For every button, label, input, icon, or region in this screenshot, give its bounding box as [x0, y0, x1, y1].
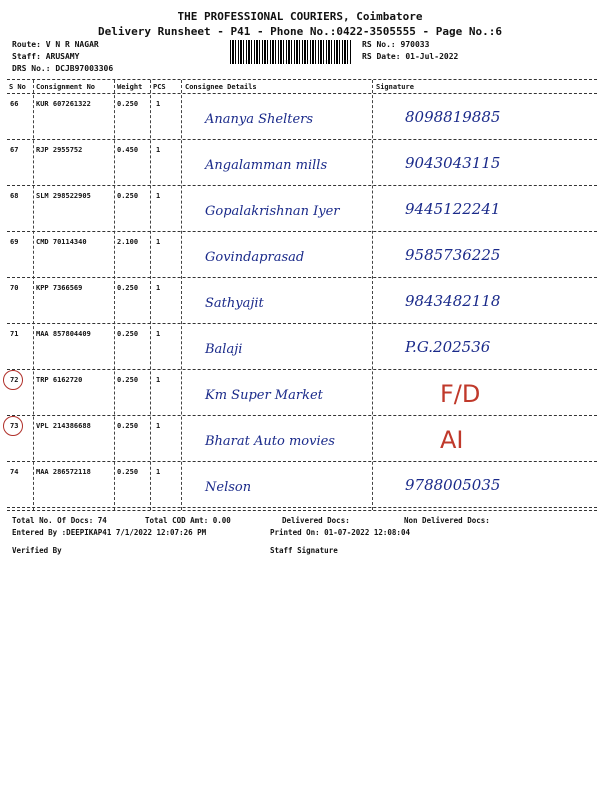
weight-cell: 0.250 [117, 330, 139, 338]
consignee-name: Govindaprasad [205, 250, 305, 265]
row-rule [7, 415, 597, 416]
col-divider [150, 80, 151, 510]
signature-mark: 9043043115 [405, 154, 501, 172]
circle-mark [3, 370, 23, 390]
staff-signature: Staff Signature [270, 546, 338, 555]
sno-cell: 72 [10, 376, 19, 384]
drs-number: DRS No.: DCJB97003306 [12, 64, 114, 73]
sno-cell: 71 [10, 330, 19, 338]
sno-cell: 70 [10, 284, 19, 292]
entered-by: Entered By :DEEPIKAP41 7/1/2022 12:07:26 PM [12, 528, 207, 537]
consignment-cell: KPP 7366569 [36, 284, 83, 292]
consignment-cell: RJP 2955752 [36, 146, 83, 154]
weight-cell: 0.250 [117, 422, 139, 430]
runsheet-subtitle: Delivery Runsheet - P41 - Phone No.:0422-3505555 - Page No.:6 [98, 25, 502, 38]
table-header-rule [7, 93, 597, 94]
weight-cell: 2.100 [117, 238, 139, 246]
weight-cell: 0.250 [117, 376, 139, 384]
row-rule [7, 277, 597, 278]
total-cod: Total COD Amt: 0.00 [145, 516, 231, 525]
staff-label: Staff: ARUSAMY [12, 52, 80, 61]
consignment-cell: MAA 857804409 [36, 330, 91, 338]
rs-number: RS No.: 970033 [362, 40, 430, 49]
barcode [230, 40, 352, 64]
row-rule [7, 461, 597, 462]
consignment-cell: CMD 70114340 [36, 238, 87, 246]
col-divider [33, 80, 34, 510]
signature-mark: F/D [440, 380, 481, 408]
printed-on: Printed On: 01-07-2022 12:08:04 [270, 528, 410, 537]
pcs-cell: 1 [156, 330, 161, 338]
pcs-cell: 1 [156, 238, 161, 246]
weight-cell: 0.250 [117, 468, 139, 476]
sno-cell: 66 [10, 100, 19, 108]
row-rule [7, 369, 597, 370]
col-divider [372, 80, 373, 510]
route-label: Route: V N R NAGAR [12, 40, 99, 49]
pcs-cell: 1 [156, 192, 161, 200]
non-delivered-docs: Non Delivered Docs: [404, 516, 490, 525]
signature-mark: 9585736225 [405, 246, 501, 264]
runsheet-title: THE PROFESSIONAL COURIERS, Coimbatore [177, 10, 423, 23]
consignee-name: Sathyajit [205, 296, 264, 311]
rs-date: RS Date: 01-Jul-2022 [362, 52, 459, 61]
row-rule [7, 185, 597, 186]
weight-cell: 0.250 [117, 192, 139, 200]
row-rule [7, 323, 597, 324]
signature-mark: AI [440, 426, 464, 454]
pcs-cell: 1 [156, 146, 161, 154]
signature-mark: 9788005035 [405, 476, 501, 494]
consignment-cell: MAA 286572118 [36, 468, 91, 476]
sno-cell: 68 [10, 192, 19, 200]
consignee-name: Ananya Shelters [205, 112, 314, 127]
pcs-cell: 1 [156, 376, 161, 384]
consignment-cell: TRP 6162720 [36, 376, 83, 384]
verified-by: Verified By [12, 546, 62, 555]
consignment-cell: VPL 214386688 [36, 422, 91, 430]
signature-mark: 8098819885 [405, 108, 501, 126]
pcs-cell: 1 [156, 468, 161, 476]
consignee-name: Km Super Market [205, 388, 323, 403]
pcs-cell: 1 [156, 100, 161, 108]
col-header-consignee: Consignee Details [185, 83, 257, 91]
consignee-name: Gopalakrishnan Iyer [205, 204, 340, 219]
signature-mark: P.G.202536 [405, 338, 491, 356]
row-rule [7, 507, 597, 508]
weight-cell: 0.250 [117, 284, 139, 292]
sno-cell: 73 [10, 422, 19, 430]
delivered-docs: Delivered Docs: [282, 516, 350, 525]
col-header-weight: Weight [117, 83, 143, 91]
row-rule [7, 139, 597, 140]
total-docs: Total No. Of Docs: 74 [12, 516, 107, 525]
col-header-sno: S No [9, 83, 26, 91]
col-header-consignment: Consignment No [36, 83, 96, 91]
col-header-signature: Signature [376, 83, 414, 91]
consignee-name: Angalamman mills [205, 158, 328, 173]
consignee-name: Balaji [205, 342, 243, 357]
row-rule [7, 231, 597, 232]
table-bottom-rule [7, 510, 597, 511]
sno-cell: 69 [10, 238, 19, 246]
consignee-name: Nelson [205, 480, 252, 495]
pcs-cell: 1 [156, 422, 161, 430]
consignment-cell: KUR 607261322 [36, 100, 91, 108]
circle-mark [3, 416, 23, 436]
table-top-rule [7, 79, 597, 80]
signature-mark: 9843482118 [405, 292, 501, 310]
sno-cell: 74 [10, 468, 19, 476]
signature-mark: 9445122241 [405, 200, 501, 218]
pcs-cell: 1 [156, 284, 161, 292]
consignment-cell: SLM 298522905 [36, 192, 91, 200]
col-divider [114, 80, 115, 510]
weight-cell: 0.450 [117, 146, 139, 154]
weight-cell: 0.250 [117, 100, 139, 108]
col-divider [181, 80, 182, 510]
col-header-pcs: PCS [153, 83, 166, 91]
consignee-name: Bharat Auto movies [205, 434, 335, 449]
sno-cell: 67 [10, 146, 19, 154]
